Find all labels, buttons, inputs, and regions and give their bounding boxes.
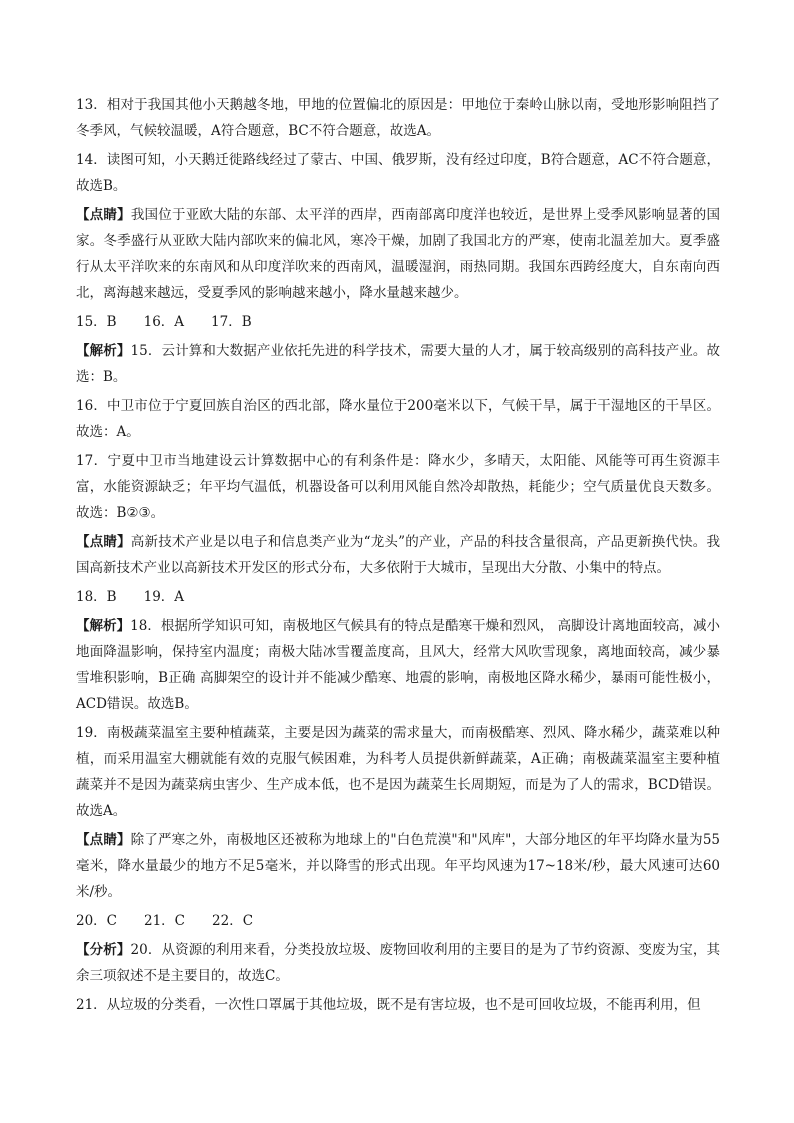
note-tag: 【点睛】 <box>76 534 131 550</box>
note-hightech <box>76 529 720 581</box>
answers-18-19 <box>76 584 720 610</box>
note-text: 我国位于亚欧大陆的东部、太平洋的西岸，西南部离印度洋也较近，是世界上受季风影响显著的国家。冬季盛行从亚欧大陆内部吹来的偏北风，寒冷干燥，加剧了我国北方的严寒，使南北温差加大。夏季盛行从太平洋吹来的东南风和从印度洋吹来的西南风，温暖湿润，雨热同期。我国东西跨经度大，自东南向西北，离海越来越远，受夏季风的影响越来越小，降水量越来越少。 <box>76 207 721 301</box>
analysis-tag: 【分析】 <box>76 942 131 958</box>
analysis-20 <box>76 937 720 989</box>
note-text: 除了严寒之外，南极地区还被称为地球上的"白色荒漠"和"风库"，大部分地区的年平均降水量为55毫米，降水量最少的地方不足5毫米，并以降雪的形式出现。年平均风速为17~18米/秒，最大风速可达60米/秒。 <box>76 832 721 900</box>
answer-13-text: 13．相对于我国其他小天鹅越冬地，甲地的位置偏北的原因是：甲地位于秦岭山脉以南，受地形影响阻挡了冬季风，气候较温暖，A符合题意，BC不符合题意，故选A。 <box>76 97 720 139</box>
answer-19 <box>76 720 720 824</box>
analysis-18 <box>76 613 720 717</box>
analysis-text: 20．从资源的利用来看，分类投放垃圾、废物回收利用的主要目的是为了节约资源、变废为宝，其余三项叙述不是主要目的，故选C。 <box>76 942 720 984</box>
answer-14-text: 14．读图可知，小天鹅迁徙路线经过了蒙古、中国、俄罗斯，没有经过印度，B符合题意，AC不符合题意，故选B。 <box>76 152 720 194</box>
answer-13 <box>76 92 720 144</box>
analysis-tag: 【解析】 <box>76 343 131 359</box>
answer-16-text: 16．中卫市位于宁夏回族自治区的西北部，降水量位于200毫米以下，气候干旱，属于干湿地区的干旱区。故选：A。 <box>76 398 720 440</box>
answers-line: 20．C 21．C 22．C <box>76 913 254 929</box>
answer-17 <box>76 448 720 526</box>
analysis-text: 18．根据所学知识可知，南极地区气候具有的特点是酷寒干燥和烈风， 高脚设计离地面较高，减小地面降温影响，保持室内温度；南极大陆冰雪覆盖度高，且风大，经常大风吹雪现象，离地面较高，减少暴雪堆积影响，B正确 高脚架空的设计并不能减少酷寒、地震的影响，南极地区降水稀少，暴雨可能性极小，ACD错误。故选B。 <box>76 618 721 712</box>
answers-line: 15．B 16．A 17．B <box>76 314 252 330</box>
note-antarctica <box>76 827 720 905</box>
note-monsoon <box>76 202 720 306</box>
answers-line: 18．B 19．A <box>76 589 185 605</box>
answer-21-text: 21．从垃圾的分类看，一次性口罩属于其他垃圾，既不是有害垃圾，也不是可回收垃圾，不能再利用，但 <box>76 997 701 1013</box>
analysis-tag: 【解析】 <box>76 618 131 634</box>
answers-20-22 <box>76 908 720 934</box>
answer-21 <box>76 992 720 1018</box>
note-tag: 【点睛】 <box>76 207 131 223</box>
note-tag: 【点睛】 <box>76 832 131 848</box>
answer-text-body <box>76 92 720 1018</box>
answers-15-17 <box>76 309 720 335</box>
answer-14 <box>76 147 720 199</box>
analysis-text: 15．云计算和大数据产业依托先进的科学技术，需要大量的人才，属于较高级别的高科技产业。故选：B。 <box>76 343 720 385</box>
answer-17-text: 17．宁夏中卫市当地建设云计算数据中心的有利条件是：降水少，多晴天，太阳能、风能等可再生资源丰富，水能资源缺乏；年平均气温低，机器设备可以利用风能自然冷却散热，耗能少；空气质量优良天数多。故选：B②③。 <box>76 453 720 521</box>
answer-19-text: 19．南极蔬菜温室主要种植蔬菜，主要是因为蔬菜的需求量大，而南极酷寒、烈风、降水稀少，蔬菜难以种植，而采用温室大棚就能有效的克服气候困难，为科考人员提供新鲜蔬菜，A正确；南极蔬菜温室主要种植蔬菜并不是因为蔬菜病虫害少、生产成本低，也不是因为蔬菜生长周期短，而是为了人的需求，BCD错误。故选A。 <box>76 725 720 819</box>
note-text: 高新技术产业是以电子和信息类产业为“龙头”的产业，产品的科技含量很高，产品更新换代快。我国高新技术产业以高新技术开发区的形式分布，大多依附于大城市，呈现出大分散、小集中的特点。 <box>76 534 721 576</box>
answer-16 <box>76 393 720 445</box>
analysis-15 <box>76 338 720 390</box>
